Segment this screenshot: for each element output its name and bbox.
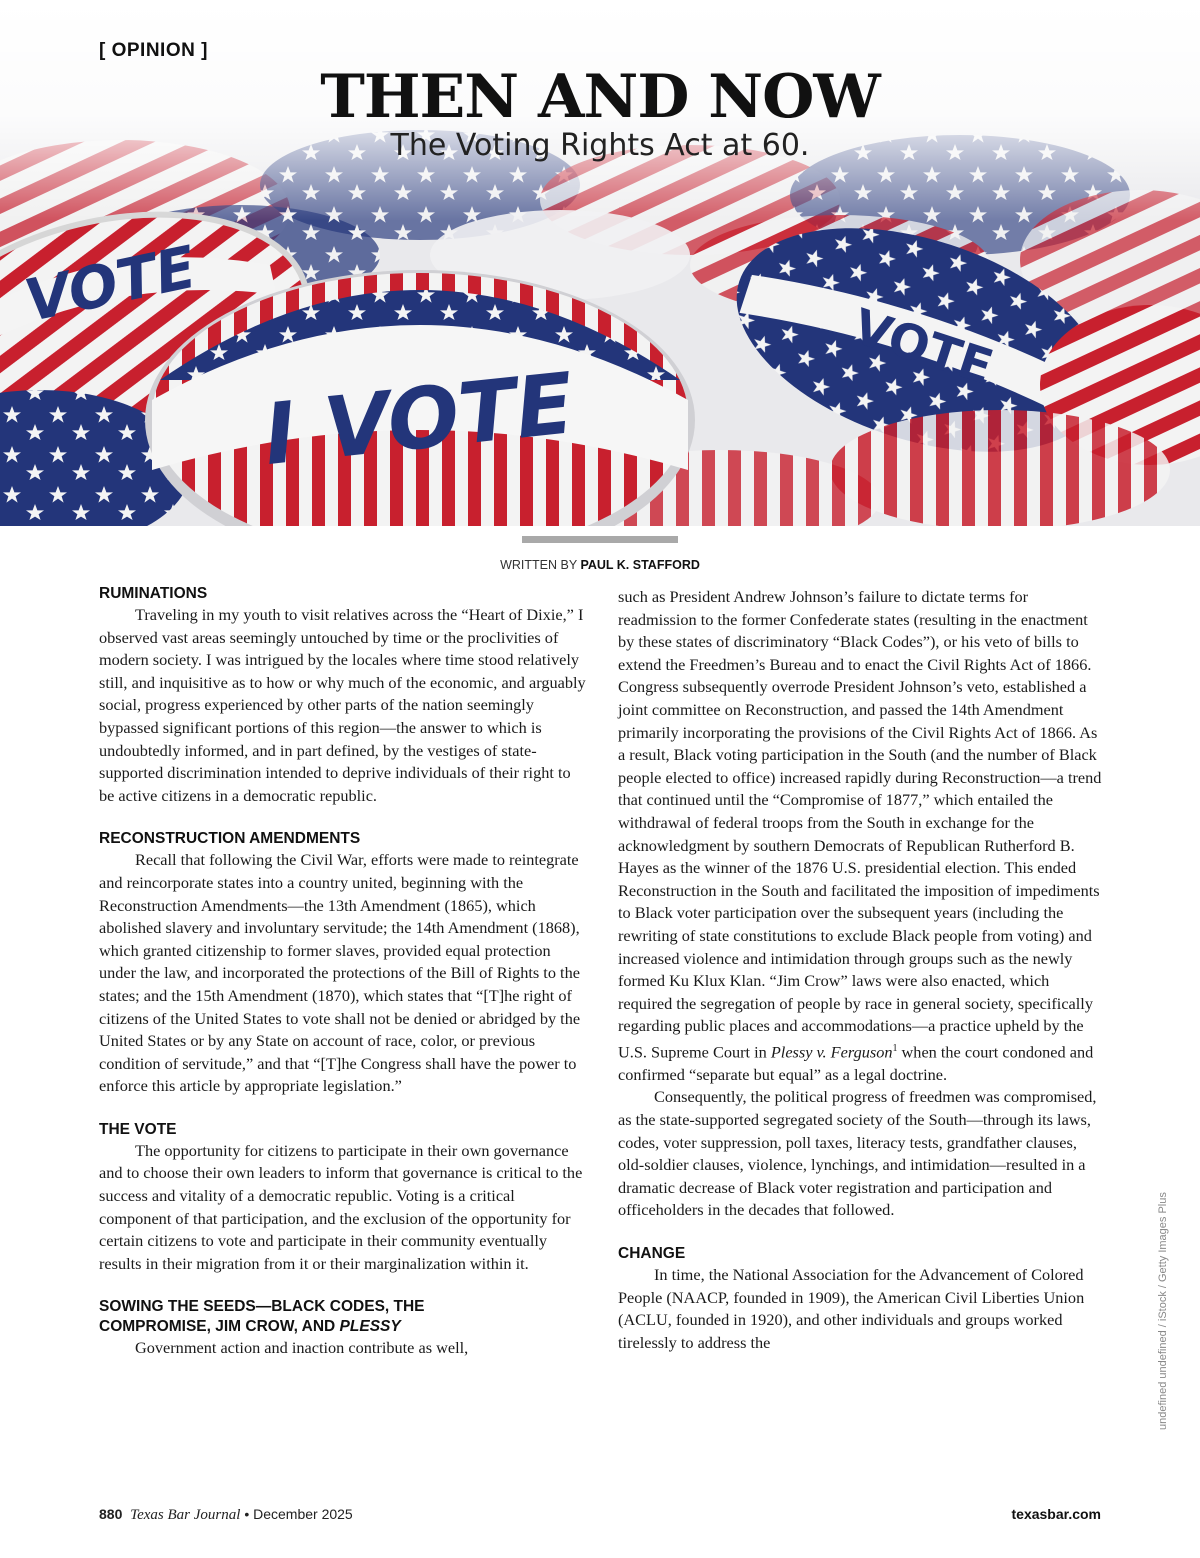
website-link[interactable]: texasbar.com bbox=[1011, 1506, 1101, 1522]
paragraph-the-vote: The opportunity for citizens to participate in their own governance and to choose their own leaders to inform that governance is critical to the success and vitality of a democratic republic. Voting is a critical component of that participation, and the exclusion of the opportunity for certain citizens to vote and participate in their community eventually results in their migration from it or their marginalization within it. bbox=[99, 1140, 583, 1273]
divider-bar bbox=[522, 536, 678, 543]
journal-name: Texas Bar Journal bbox=[130, 1507, 241, 1523]
left-column bbox=[99, 584, 589, 1360]
paragraph-johnson-a: such as President Andrew Johnson’s failure to dictate terms for readmission to the former Confederate states (resulting in the enactment by these states of discriminatory “Black Codes”), or his veto of bills to extend the Freedmen’s Bureau and to enact the Civil Rights Act of 1866. Congress subsequently overrode President Johnson’s veto, established a joint committee on Reconstruction, and passed the 14th Amendment primarily incorporating the provisions of the Civil Rights Act of 1866. As a result, Black voting participation in the South (and the number of Black people elected to office) increased rapidly during Reconstruction—a trend that continued until the “Compromise of 1877,” which entailed the withdrawal of federal troops from the South in exchange for the acknowledgment by southern Democrats of Republican Rutherford B. Hayes as the winner of the 1876 U.S. presidential election. This ended Reconstruction in the South and facilitated the imposition of impediments to Black voter participation over the subsequent years (including the rewriting of state constitutions to exclude Black people from voting) and increased violence and intimidation through groups such as the newly formed Ku Klux Klan. “Jim Crow” laws were also enacted, which required the segregation of people by race in general society, specifically regarding public places and accommodations—a practice upheld by the U.S. Supreme Court in bbox=[618, 587, 1102, 1062]
heading-change: CHANGE bbox=[618, 1245, 686, 1263]
heading-the-vote: THE VOTE bbox=[99, 1120, 177, 1138]
paragraph-sowing-seeds: Government action and inaction contribute as well, bbox=[135, 1338, 469, 1358]
paragraph-change: In time, the National Association for the Advancement of Colored People (NAACP, founded in 1909), the American Civil Liberties Union (ACLU, founded in 1920), and other individuals and groups worked tirelessly to address the bbox=[618, 1265, 1085, 1352]
byline bbox=[0, 558, 1200, 572]
section-kicker: [ OPINION ] bbox=[99, 40, 208, 61]
heading-ruminations: RUMINATIONS bbox=[99, 585, 208, 602]
paragraph-consequently: Consequently, the political progress of freedmen was compromised, as the state-supported segregated society of the South—through its laws, codes, voter suppression, poll taxes, literacy tests, grandfather clauses, old-soldier clauses, violence, lynchings, and intimidation—resulted in a dramatic decrease of Black voter registration and participation and officeholders in the decades that followed. bbox=[618, 1087, 1097, 1220]
right-column bbox=[618, 586, 1103, 1354]
case-citation: Plessy v. Ferguson bbox=[770, 1042, 893, 1062]
heading-sowing-italic: PLESSY bbox=[339, 1318, 401, 1336]
page-number: 880 bbox=[99, 1506, 123, 1522]
footer-left bbox=[99, 1506, 353, 1524]
byline-prefix: WRITTEN BY bbox=[500, 558, 577, 572]
heading-sowing-seeds bbox=[99, 1297, 589, 1337]
footnote-marker[interactable]: 1 bbox=[892, 1042, 898, 1054]
heading-sowing-line1: SOWING THE SEEDS—BLACK CODES, THE bbox=[99, 1298, 425, 1316]
paragraph-johnson-b: when the court condoned and confirmed “separate but equal” as a legal doctrine. bbox=[618, 1042, 1094, 1084]
photo-credit: undefined undefined / iStock / Getty Images Plus bbox=[1157, 1192, 1169, 1430]
paragraph-johnson bbox=[618, 586, 1103, 1086]
paragraph-reconstruction: Recall that following the Civil War, efforts were made to reintegrate and reincorporate states into a country united, beginning with the Reconstruction Amendments—the 13th Amendment (1865), which abolished slavery and involuntary servitude; the 14th Amendment (1868), which granted citizenship to former slaves, provided equal protection under the law, and incorporated the protections of the Bill of Rights to the states; and the 15th Amendment (1870), which states that “[T]he right of citizens of the United States to vote shall not be denied or abridged by the United States or by any State on account of race, color, or previous condition of servitude,” and that “[T]he Congress shall have the power to enforce this article by appropriate legislation.” bbox=[99, 850, 581, 1096]
footer-separator: • bbox=[244, 1506, 250, 1522]
article-title: THEN AND NOW bbox=[320, 62, 880, 132]
heading-reconstruction: RECONSTRUCTION AMENDMENTS bbox=[99, 830, 361, 848]
article-subtitle: The Voting Rights Act at 60. bbox=[390, 128, 810, 163]
paragraph-ruminations: Traveling in my youth to visit relatives across the “Heart of Dixie,” I observed vast areas seemingly untouched by time or the proclivities of modern society. I was intrigued by the locales where time stood relatively still, and inquisitive as to how or why much of the economic, and arguably social, progress experienced by other parts of the nation seemingly bypassed significant portions of this region—the answer to which is undoubtedly informed, and in part defined, by the vestiges of state-supported discrimination intended to deprive individuals of their right to be active citizens in a democratic republic. bbox=[99, 605, 586, 805]
issue-date: December 2025 bbox=[253, 1506, 353, 1522]
heading-sowing-line2: COMPROMISE, JIM CROW, AND bbox=[99, 1318, 340, 1336]
byline-author: PAUL K. STAFFORD bbox=[580, 558, 700, 572]
